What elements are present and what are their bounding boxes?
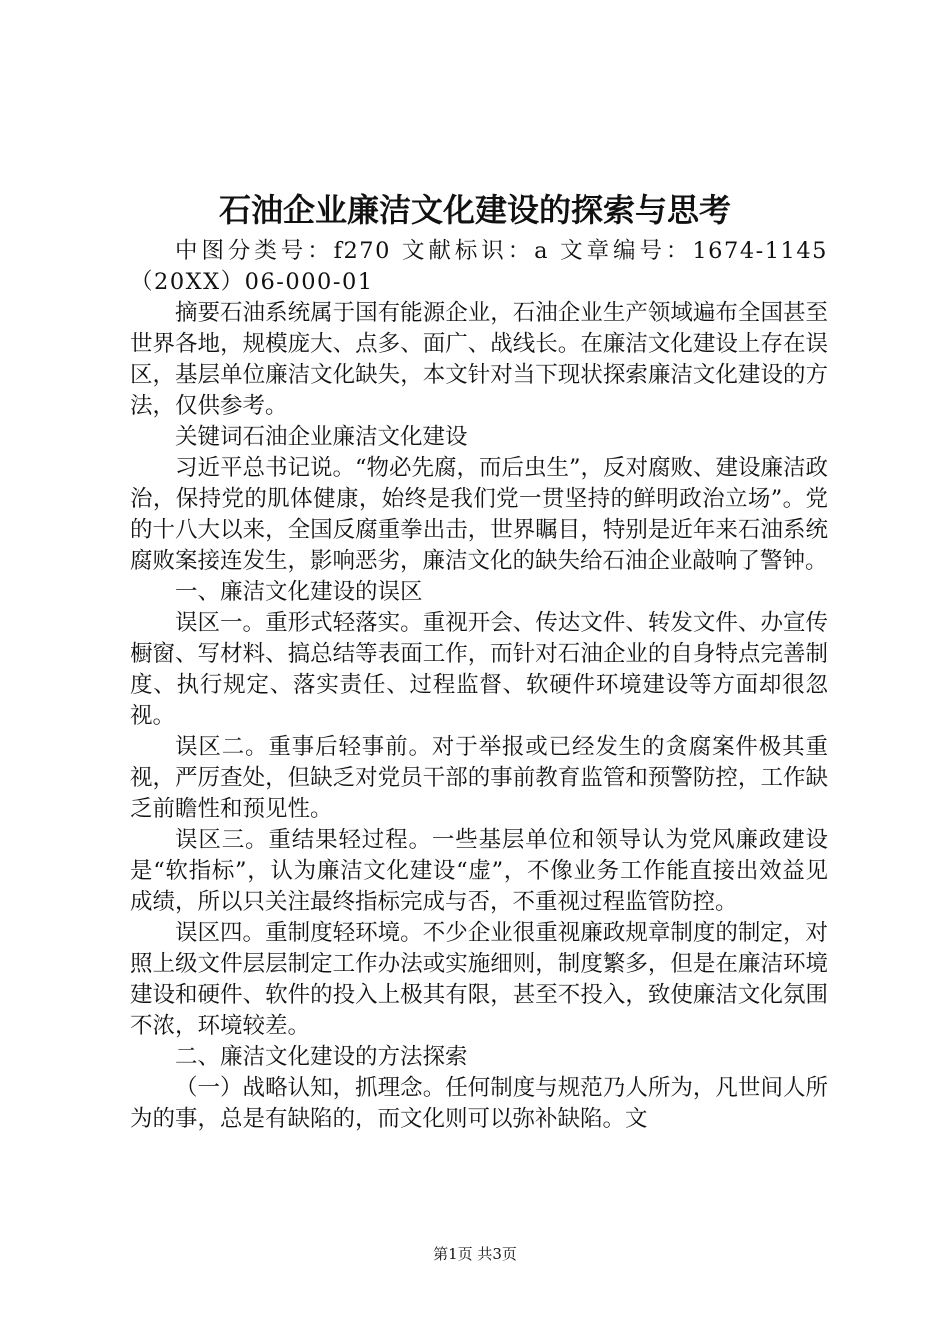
- body-paragraph: 误区三。重结果轻过程。一些基层单位和领导认为党风廉政建设是“软指标”，认为廉洁文化建设“虚”，不像业务工作能直接出效益见成绩，所以只关注最终指标完成与否，不重视过程监管防控。: [130, 827, 828, 915]
- page-footer: 第1页 共3页: [433, 1245, 517, 1263]
- section-heading: 一、廉洁文化建设的误区: [175, 579, 423, 605]
- section-heading: 二、廉洁文化建设的方法探索: [175, 1044, 468, 1070]
- keywords-paragraph: 关键词石油企业廉洁文化建设: [175, 424, 468, 450]
- body-paragraph: （一）战略认知，抓理念。任何制度与规范乃人所为，凡世间人所为的事，总是有缺陷的，而文化则可以弥补缺陷。文: [130, 1075, 828, 1132]
- body-paragraph: 误区二。重事后轻事前。对于举报或已经发生的贪腐案件极其重视，严厉查处，但缺乏对党员干部的事前教育监管和预警防控，工作缺乏前瞻性和预见性。: [130, 734, 828, 822]
- abstract-paragraph: 摘要石油系统属于国有能源企业，石油企业生产领域遍布全国甚至世界各地，规模庞大、点多、面广、战线长。在廉洁文化建设上存在误区，基层单位廉洁文化缺失，本文针对当下现状探索廉洁文化建设的方法，仅供参考。: [130, 300, 828, 419]
- document-title: 石油企业廉洁文化建设的探索与思考: [218, 191, 731, 229]
- classification-line: 中图分类号：f270 文献标识：a 文章编号：1674-1145（20XX）06-000-01: [130, 238, 828, 295]
- body-paragraph: 误区一。重形式轻落实。重视开会、传达文件、转发文件、办宣传橱窗、写材料、搞总结等表面工作，而针对石油企业的自身特点完善制度、执行规定、落实责任、过程监督、软硬件环境建设等方面却很忽视。: [130, 610, 828, 729]
- body-paragraph: 误区四。重制度轻环境。不少企业很重视廉政规章制度的制定，对照上级文件层层制定工作办法或实施细则，制度繁多，但是在廉洁环境建设和硬件、软件的投入上极其有限，甚至不投入，致使廉洁文化氛围不浓，环境较差。: [130, 920, 828, 1039]
- document-body: [130, 236, 828, 1135]
- body-paragraph: 习近平总书记说。“物必先腐，而后虫生”，反对腐败、建设廉洁政治，保持党的肌体健康，始终是我们党一贯坚持的鲜明政治立场”。党的十八大以来，全国反腐重拳出击，世界瞩目，特别是近年来石油系统腐败案接连发生，影响恶劣，廉洁文化的缺失给石油企业敲响了警钟。: [130, 455, 829, 574]
